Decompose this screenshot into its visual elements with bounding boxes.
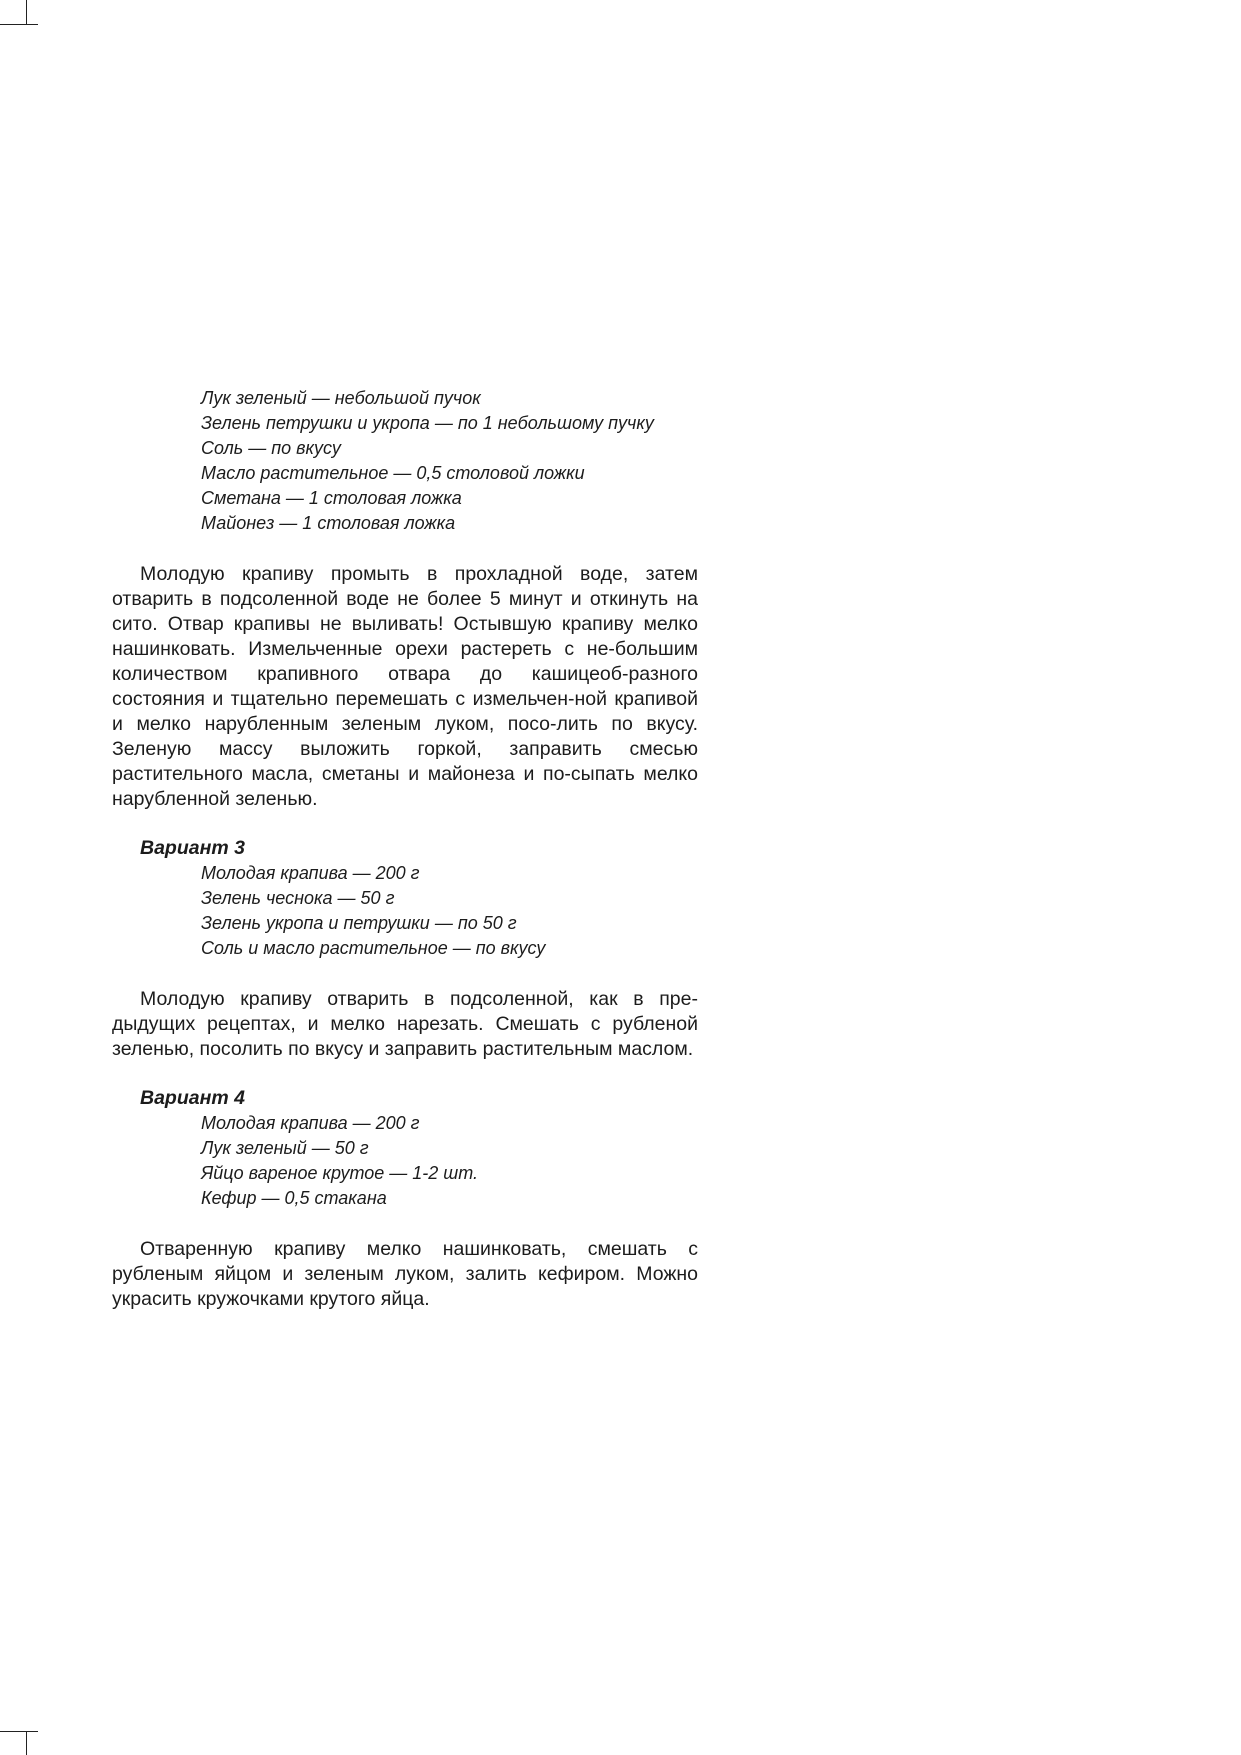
- text-line: сыпать мелко нарубленной зеленью.: [112, 763, 699, 810]
- crop-mark-bottom-horizontal: [0, 1731, 38, 1732]
- text-line: разного состояния и тщательно перемешать с измельчен-: [112, 663, 698, 710]
- text-line: большим количеством крапивного отвара до кашицеоб-: [112, 638, 698, 685]
- text-line: с рубленым яйцом и зеленым луком, залить кефиром.: [112, 1238, 698, 1285]
- ingredient-item: Зелень петрушки и укропа — по 1 небольшому пучку: [201, 413, 654, 433]
- crop-mark-top-vertical: [26, 0, 27, 24]
- ingredient-item: Кефир — 0,5 стакана: [201, 1188, 387, 1208]
- variant-3-instructions: [112, 987, 698, 1062]
- ingredient-item: Яйцо вареное крутое — 1-2 шт.: [201, 1163, 479, 1183]
- variant-4-heading: Вариант 4: [140, 1087, 245, 1109]
- ingredient-list-variant-4: [201, 1111, 698, 1211]
- crop-mark-top-horizontal: [0, 24, 38, 25]
- ingredient-item: Майонез — 1 столовая ложка: [201, 513, 456, 533]
- text-line: маслом.: [617, 1038, 694, 1060]
- instructions-paragraph: [112, 562, 698, 812]
- ingredient-item: Соль и масло растительное — по вкусу: [201, 938, 546, 958]
- text-line: Можно украсить кружочками крутого яйца.: [112, 1263, 698, 1310]
- ingredient-list-top: [201, 386, 698, 536]
- crop-mark-bottom-vertical: [26, 1731, 27, 1755]
- ingredient-item: Сметана — 1 столовая ложка: [201, 488, 462, 508]
- text-line: ной крапивой и мелко нарубленным зеленым луком, посо-: [112, 688, 698, 735]
- ingredient-item: Молодая крапива — 200 г: [201, 1113, 420, 1133]
- ingredient-item: Масло растительное — 0,5 столовой ложки: [201, 463, 585, 483]
- text-line: Молодую крапиву отварить в подсоленной, как в пре-: [140, 988, 698, 1010]
- text-line: на сито. Отвар крапивы не выливать! Остывшую крапиву: [112, 588, 698, 635]
- ingredient-item: Зелень укропа и петрушки — по 50 г: [201, 913, 517, 933]
- ingredient-item: Соль — по вкусу: [201, 438, 341, 458]
- text-line: смесью растительного масла, сметаны и майонеза и по-: [112, 738, 698, 785]
- text-line: лить по вкусу. Зеленую массу выложить горкой, заправить: [112, 713, 698, 760]
- text-line: дыдущих рецептах, и мелко нарезать. Смешать с рубленой: [112, 1013, 698, 1035]
- ingredient-item: Зелень чеснока — 50 г: [201, 888, 395, 908]
- page-body: [112, 386, 698, 1312]
- text-line: Отваренную крапиву мелко нашинковать, смешать: [140, 1238, 667, 1260]
- variant-3-heading: Вариант 3: [140, 837, 245, 859]
- ingredient-item: Молодая крапива — 200 г: [201, 863, 420, 883]
- variant-4-instructions: [112, 1237, 698, 1312]
- text-line: зеленью, посолить по вкусу и заправить растительным: [112, 1038, 613, 1060]
- ingredient-list-variant-3: [201, 861, 698, 961]
- text-line: Молодую крапиву промыть в прохладной воде, затем: [140, 563, 698, 585]
- text-line: отварить в подсоленной воде не более 5 минут и откинуть: [112, 588, 669, 610]
- text-line: мелко нашинковать. Измельченные орехи растереть с не-: [112, 613, 699, 660]
- ingredient-item: Лук зеленый — 50 г: [201, 1138, 369, 1158]
- ingredient-item: Лук зеленый — небольшой пучок: [201, 388, 481, 408]
